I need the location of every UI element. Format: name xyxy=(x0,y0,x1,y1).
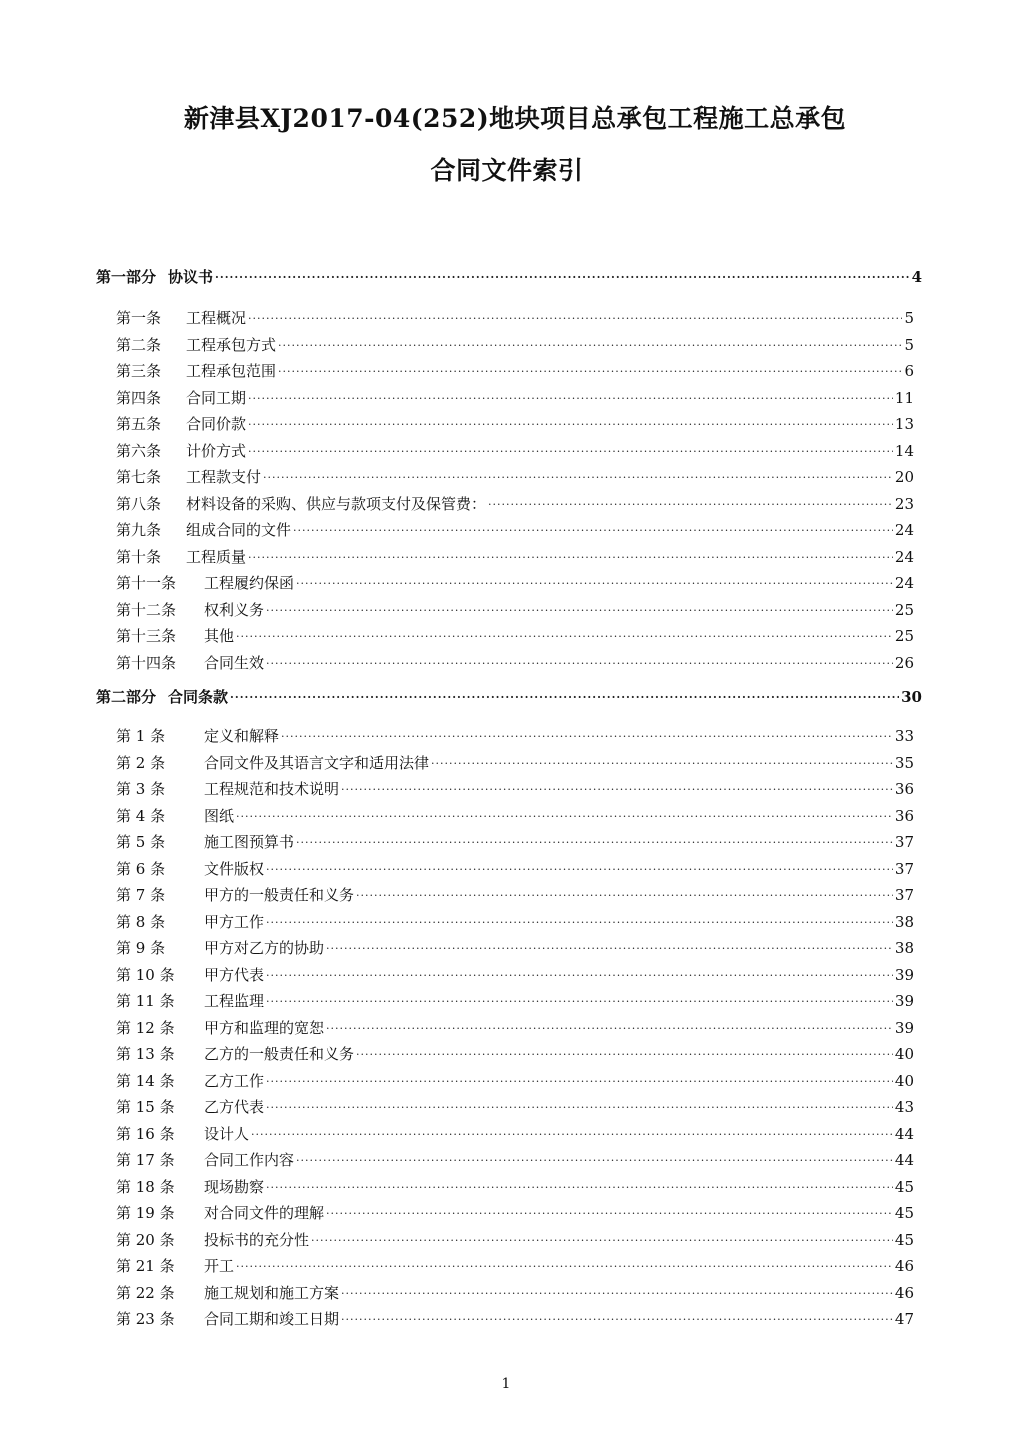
toc-dot-leader xyxy=(326,1204,893,1218)
toc-entry-title: 合同价款 xyxy=(186,415,247,433)
toc-entry[interactable] xyxy=(116,599,914,619)
toc-entry[interactable] xyxy=(116,1043,914,1063)
toc-entry-title: 工程规范和技术说明 xyxy=(204,780,340,798)
toc-entry[interactable] xyxy=(116,519,914,539)
toc-entry-title: 协议书 xyxy=(168,268,214,286)
toc-dot-leader xyxy=(215,268,910,282)
toc-entry-number: 第 16 条 xyxy=(116,1124,175,1143)
toc-entry-number: 第二部分 xyxy=(96,688,157,706)
toc-entry-number: 第四条 xyxy=(116,388,162,407)
toc-entry-page: 5 xyxy=(904,309,914,327)
toc-entry-page: 40 xyxy=(894,1045,914,1063)
toc-entry-page: 13 xyxy=(894,415,914,433)
toc-entry-page: 14 xyxy=(894,441,914,460)
toc-entry-title: 计价方式 xyxy=(186,441,247,460)
toc-entry-page: 11 xyxy=(894,388,914,407)
toc-entry-number: 第 3 条 xyxy=(116,780,166,798)
toc-entry[interactable] xyxy=(116,493,914,513)
toc-entry-number: 第十条 xyxy=(116,547,162,566)
toc-part-heading[interactable] xyxy=(96,266,922,286)
toc-entry[interactable] xyxy=(116,413,914,433)
toc-entry-number: 第一条 xyxy=(116,309,162,327)
toc-entry[interactable] xyxy=(116,831,914,851)
toc-entry-page: 26 xyxy=(894,653,914,672)
toc-entry[interactable] xyxy=(116,360,914,380)
toc-dot-leader xyxy=(296,574,893,588)
toc-dot-leader xyxy=(248,548,893,562)
toc-dot-leader xyxy=(266,1098,893,1112)
toc-entry-number: 第 7 条 xyxy=(116,886,166,904)
toc-entry-page: 5 xyxy=(904,335,914,354)
toc-entry-number: 第 21 条 xyxy=(116,1257,175,1275)
toc-entry-title: 工程质量 xyxy=(186,547,247,566)
toc-entry-page: 39 xyxy=(894,1018,914,1037)
toc-entry-number: 第七条 xyxy=(116,468,162,486)
toc-entry[interactable] xyxy=(116,440,914,460)
toc-entry-page: 36 xyxy=(894,780,914,798)
toc-dot-leader xyxy=(293,521,893,535)
toc-entry-number: 第 13 条 xyxy=(116,1045,175,1063)
toc-dot-leader xyxy=(266,1072,893,1086)
toc-entry[interactable] xyxy=(116,805,914,825)
toc-entry-number: 第 22 条 xyxy=(116,1283,175,1302)
toc-entry[interactable] xyxy=(116,1149,914,1169)
toc-entry[interactable] xyxy=(116,964,914,984)
toc-entry[interactable] xyxy=(116,937,914,957)
toc-entry-title: 工程款支付 xyxy=(186,468,262,486)
toc-entry-title: 施工规划和施工方案 xyxy=(204,1283,340,1302)
toc-entry[interactable] xyxy=(116,466,914,486)
toc-entry-title: 工程承包范围 xyxy=(186,362,277,380)
toc-dot-leader xyxy=(266,992,893,1006)
toc-entry-number: 第 5 条 xyxy=(116,833,166,851)
toc-dot-leader xyxy=(278,336,902,350)
toc-entry-title: 乙方代表 xyxy=(204,1098,265,1116)
toc-dot-leader xyxy=(326,939,893,953)
toc-entry-number: 第 1 条 xyxy=(116,727,166,745)
toc-entry-title: 权利义务 xyxy=(204,600,265,619)
toc-entry-title: 设计人 xyxy=(204,1124,250,1143)
toc-entry-page: 6 xyxy=(904,362,914,380)
toc-entry[interactable] xyxy=(116,1202,914,1222)
toc-entry-page: 37 xyxy=(894,859,914,878)
toc-dot-leader xyxy=(278,362,902,376)
toc-entry-title: 甲方代表 xyxy=(204,965,265,984)
toc-entry-number: 第十三条 xyxy=(116,627,177,645)
toc-entry-title: 甲方对乙方的协助 xyxy=(204,939,325,957)
toc-dot-leader xyxy=(356,886,893,900)
toc-entry-number: 第五条 xyxy=(116,415,162,433)
toc-entry-number: 第 12 条 xyxy=(116,1018,175,1037)
toc-dot-leader xyxy=(266,860,893,874)
toc-entry[interactable] xyxy=(116,625,914,645)
toc-dot-leader xyxy=(431,754,893,768)
toc-entry-title: 工程概况 xyxy=(186,309,247,327)
toc-entry-page: 25 xyxy=(894,627,914,645)
toc-dot-leader xyxy=(248,389,893,403)
title-line-1: 新津县XJ2017-04(252)地块项目总承包工程施工总承包 xyxy=(183,104,847,133)
toc-entry-page: 30 xyxy=(901,688,922,706)
toc-dot-leader xyxy=(488,495,893,509)
toc-entry[interactable] xyxy=(116,884,914,904)
toc-entry-title: 材料设备的采购、供应与款项支付及保管费： xyxy=(186,494,487,513)
toc-dot-leader xyxy=(266,601,893,615)
toc-dot-leader xyxy=(266,913,893,927)
toc-entry-number: 第十二条 xyxy=(116,600,177,619)
toc-entry-page: 37 xyxy=(894,833,914,851)
toc-entry-title: 甲方工作 xyxy=(204,912,265,931)
toc-entry-title: 合同条款 xyxy=(168,688,229,706)
toc-entry-title: 乙方的一般责任和义务 xyxy=(204,1045,355,1063)
toc-entry-number: 第 10 条 xyxy=(116,965,175,984)
toc-entry[interactable] xyxy=(116,752,914,772)
toc-entry-number: 第十一条 xyxy=(116,574,177,592)
toc-entry[interactable] xyxy=(116,778,914,798)
toc-entry[interactable] xyxy=(116,1176,914,1196)
toc-entry-page: 39 xyxy=(894,965,914,984)
toc-entry-number: 第六条 xyxy=(116,441,162,460)
toc-entry-title: 合同工期和竣工日期 xyxy=(204,1310,340,1328)
toc-entry[interactable] xyxy=(116,911,914,931)
toc-dot-leader xyxy=(266,654,893,668)
toc-entry-number: 第 6 条 xyxy=(116,859,166,878)
toc-entry-page: 33 xyxy=(894,727,914,745)
toc-dot-leader xyxy=(248,442,893,456)
toc-dot-leader xyxy=(236,627,893,641)
document-title xyxy=(0,105,1012,185)
toc-entry-number: 第 19 条 xyxy=(116,1204,175,1222)
toc-entry-title: 其他 xyxy=(204,627,235,645)
toc-dot-leader xyxy=(266,966,893,980)
toc-dot-leader xyxy=(311,1231,893,1245)
toc-entry-number: 第 8 条 xyxy=(116,912,166,931)
toc-entry[interactable] xyxy=(116,1070,914,1090)
toc-entry-page: 39 xyxy=(894,992,914,1010)
toc-entry[interactable] xyxy=(116,1017,914,1037)
toc-dot-leader xyxy=(230,688,899,702)
toc-entry-page: 36 xyxy=(894,806,914,825)
toc-entry-page: 38 xyxy=(894,912,914,931)
toc-entry-page: 25 xyxy=(894,600,914,619)
toc-entry[interactable] xyxy=(116,1282,914,1302)
toc-dot-leader xyxy=(341,1310,893,1324)
toc-entry-title: 现场勘察 xyxy=(204,1177,265,1196)
toc-entry[interactable] xyxy=(116,572,914,592)
toc-entry-page: 38 xyxy=(894,939,914,957)
page-number: 1 xyxy=(501,1376,511,1392)
toc-entry[interactable] xyxy=(116,990,914,1010)
toc-entry-number: 第三条 xyxy=(116,362,162,380)
toc-entry[interactable] xyxy=(116,1096,914,1116)
toc-entry-page: 24 xyxy=(894,574,914,592)
toc-entry[interactable] xyxy=(116,307,914,327)
toc-entry-page: 4 xyxy=(911,268,922,286)
toc-entry[interactable] xyxy=(116,858,914,878)
toc-dot-leader xyxy=(296,833,893,847)
toc-entry-title: 组成合同的文件 xyxy=(186,521,292,539)
toc-entry-page: 37 xyxy=(894,886,914,904)
toc-entry-title: 开工 xyxy=(204,1257,235,1275)
toc-dot-leader xyxy=(296,1151,893,1165)
toc-entry-title: 甲方和监理的宽恕 xyxy=(204,1018,325,1037)
toc-entry-page: 46 xyxy=(894,1283,914,1302)
toc-entry-page: 46 xyxy=(894,1257,914,1275)
toc-entry-number: 第 11 条 xyxy=(116,992,175,1010)
toc-entry-number: 第 15 条 xyxy=(116,1098,175,1116)
toc-entry-title: 图纸 xyxy=(204,806,235,825)
toc-dot-leader xyxy=(326,1019,893,1033)
toc-entry-page: 45 xyxy=(894,1204,914,1222)
toc-entry-title: 合同生效 xyxy=(204,653,265,672)
toc-entry-title: 工程监理 xyxy=(204,992,265,1010)
toc-entry-number: 第九条 xyxy=(116,521,162,539)
toc-entry-title: 合同工期 xyxy=(186,388,247,407)
toc-entry[interactable] xyxy=(116,1123,914,1143)
toc-entry-page: 44 xyxy=(894,1124,914,1143)
toc-entry[interactable] xyxy=(116,652,914,672)
toc-entry-title: 工程承包方式 xyxy=(186,335,277,354)
toc-entry-page: 43 xyxy=(894,1098,914,1116)
toc-dot-leader xyxy=(248,415,893,429)
toc-dot-leader xyxy=(236,1257,893,1271)
toc-entry[interactable] xyxy=(116,1308,914,1328)
toc-entry-number: 第 18 条 xyxy=(116,1177,175,1196)
toc-entry-title: 合同文件及其语言文字和适用法律 xyxy=(204,753,430,772)
toc-entry-page: 24 xyxy=(894,521,914,539)
toc-entry-title: 乙方工作 xyxy=(204,1071,265,1090)
toc-entry[interactable] xyxy=(116,334,914,354)
toc-entry[interactable] xyxy=(116,1255,914,1275)
toc-entry[interactable] xyxy=(116,387,914,407)
toc-dot-leader xyxy=(281,727,893,741)
toc-entry-page: 45 xyxy=(894,1177,914,1196)
toc-entry-title: 合同工作内容 xyxy=(204,1151,295,1169)
toc-entry[interactable] xyxy=(116,1229,914,1249)
toc-entry-number: 第十四条 xyxy=(116,653,177,672)
toc-entry[interactable] xyxy=(116,725,914,745)
toc-entry-title: 施工图预算书 xyxy=(204,833,295,851)
toc-entry-title: 投标书的充分性 xyxy=(204,1230,310,1249)
toc-dot-leader xyxy=(236,807,893,821)
toc-entry-title: 对合同文件的理解 xyxy=(204,1204,325,1222)
toc-entry-title: 甲方的一般责任和义务 xyxy=(204,886,355,904)
toc-entry-number: 第 9 条 xyxy=(116,939,166,957)
toc-entry-number: 第 14 条 xyxy=(116,1071,175,1090)
toc-entry-page: 40 xyxy=(894,1071,914,1090)
title-line-2: 合同文件索引 xyxy=(430,156,584,185)
toc-entry-title: 定义和解释 xyxy=(204,727,280,745)
toc-dot-leader xyxy=(251,1125,893,1139)
toc-entry-number: 第二条 xyxy=(116,335,162,354)
toc-entry-page: 44 xyxy=(894,1151,914,1169)
toc-dot-leader xyxy=(341,780,893,794)
toc-entry[interactable] xyxy=(116,546,914,566)
toc-dot-leader xyxy=(263,468,893,482)
toc-dot-leader xyxy=(341,1284,893,1298)
toc-entry-number: 第 4 条 xyxy=(116,806,166,825)
toc-entry-page: 45 xyxy=(894,1230,914,1249)
toc-entry-title: 文件版权 xyxy=(204,859,265,878)
toc-entry-page: 24 xyxy=(894,547,914,566)
toc-entry-title: 工程履约保函 xyxy=(204,574,295,592)
toc-dot-leader xyxy=(248,309,902,323)
toc-entry-number: 第一部分 xyxy=(96,268,157,286)
toc-entry-page: 35 xyxy=(894,753,914,772)
toc-entry-page: 20 xyxy=(894,468,914,486)
toc-entry-page: 23 xyxy=(894,494,914,513)
toc-entry-number: 第 23 条 xyxy=(116,1310,175,1328)
toc-entry-number: 第 20 条 xyxy=(116,1230,175,1249)
toc-dot-leader xyxy=(356,1045,893,1059)
toc-entry-number: 第 2 条 xyxy=(116,753,166,772)
toc-entry-page: 47 xyxy=(894,1310,914,1328)
toc-part-heading[interactable] xyxy=(96,686,922,706)
toc-dot-leader xyxy=(266,1178,893,1192)
toc-entry-number: 第 17 条 xyxy=(116,1151,175,1169)
toc-entry-number: 第八条 xyxy=(116,494,162,513)
